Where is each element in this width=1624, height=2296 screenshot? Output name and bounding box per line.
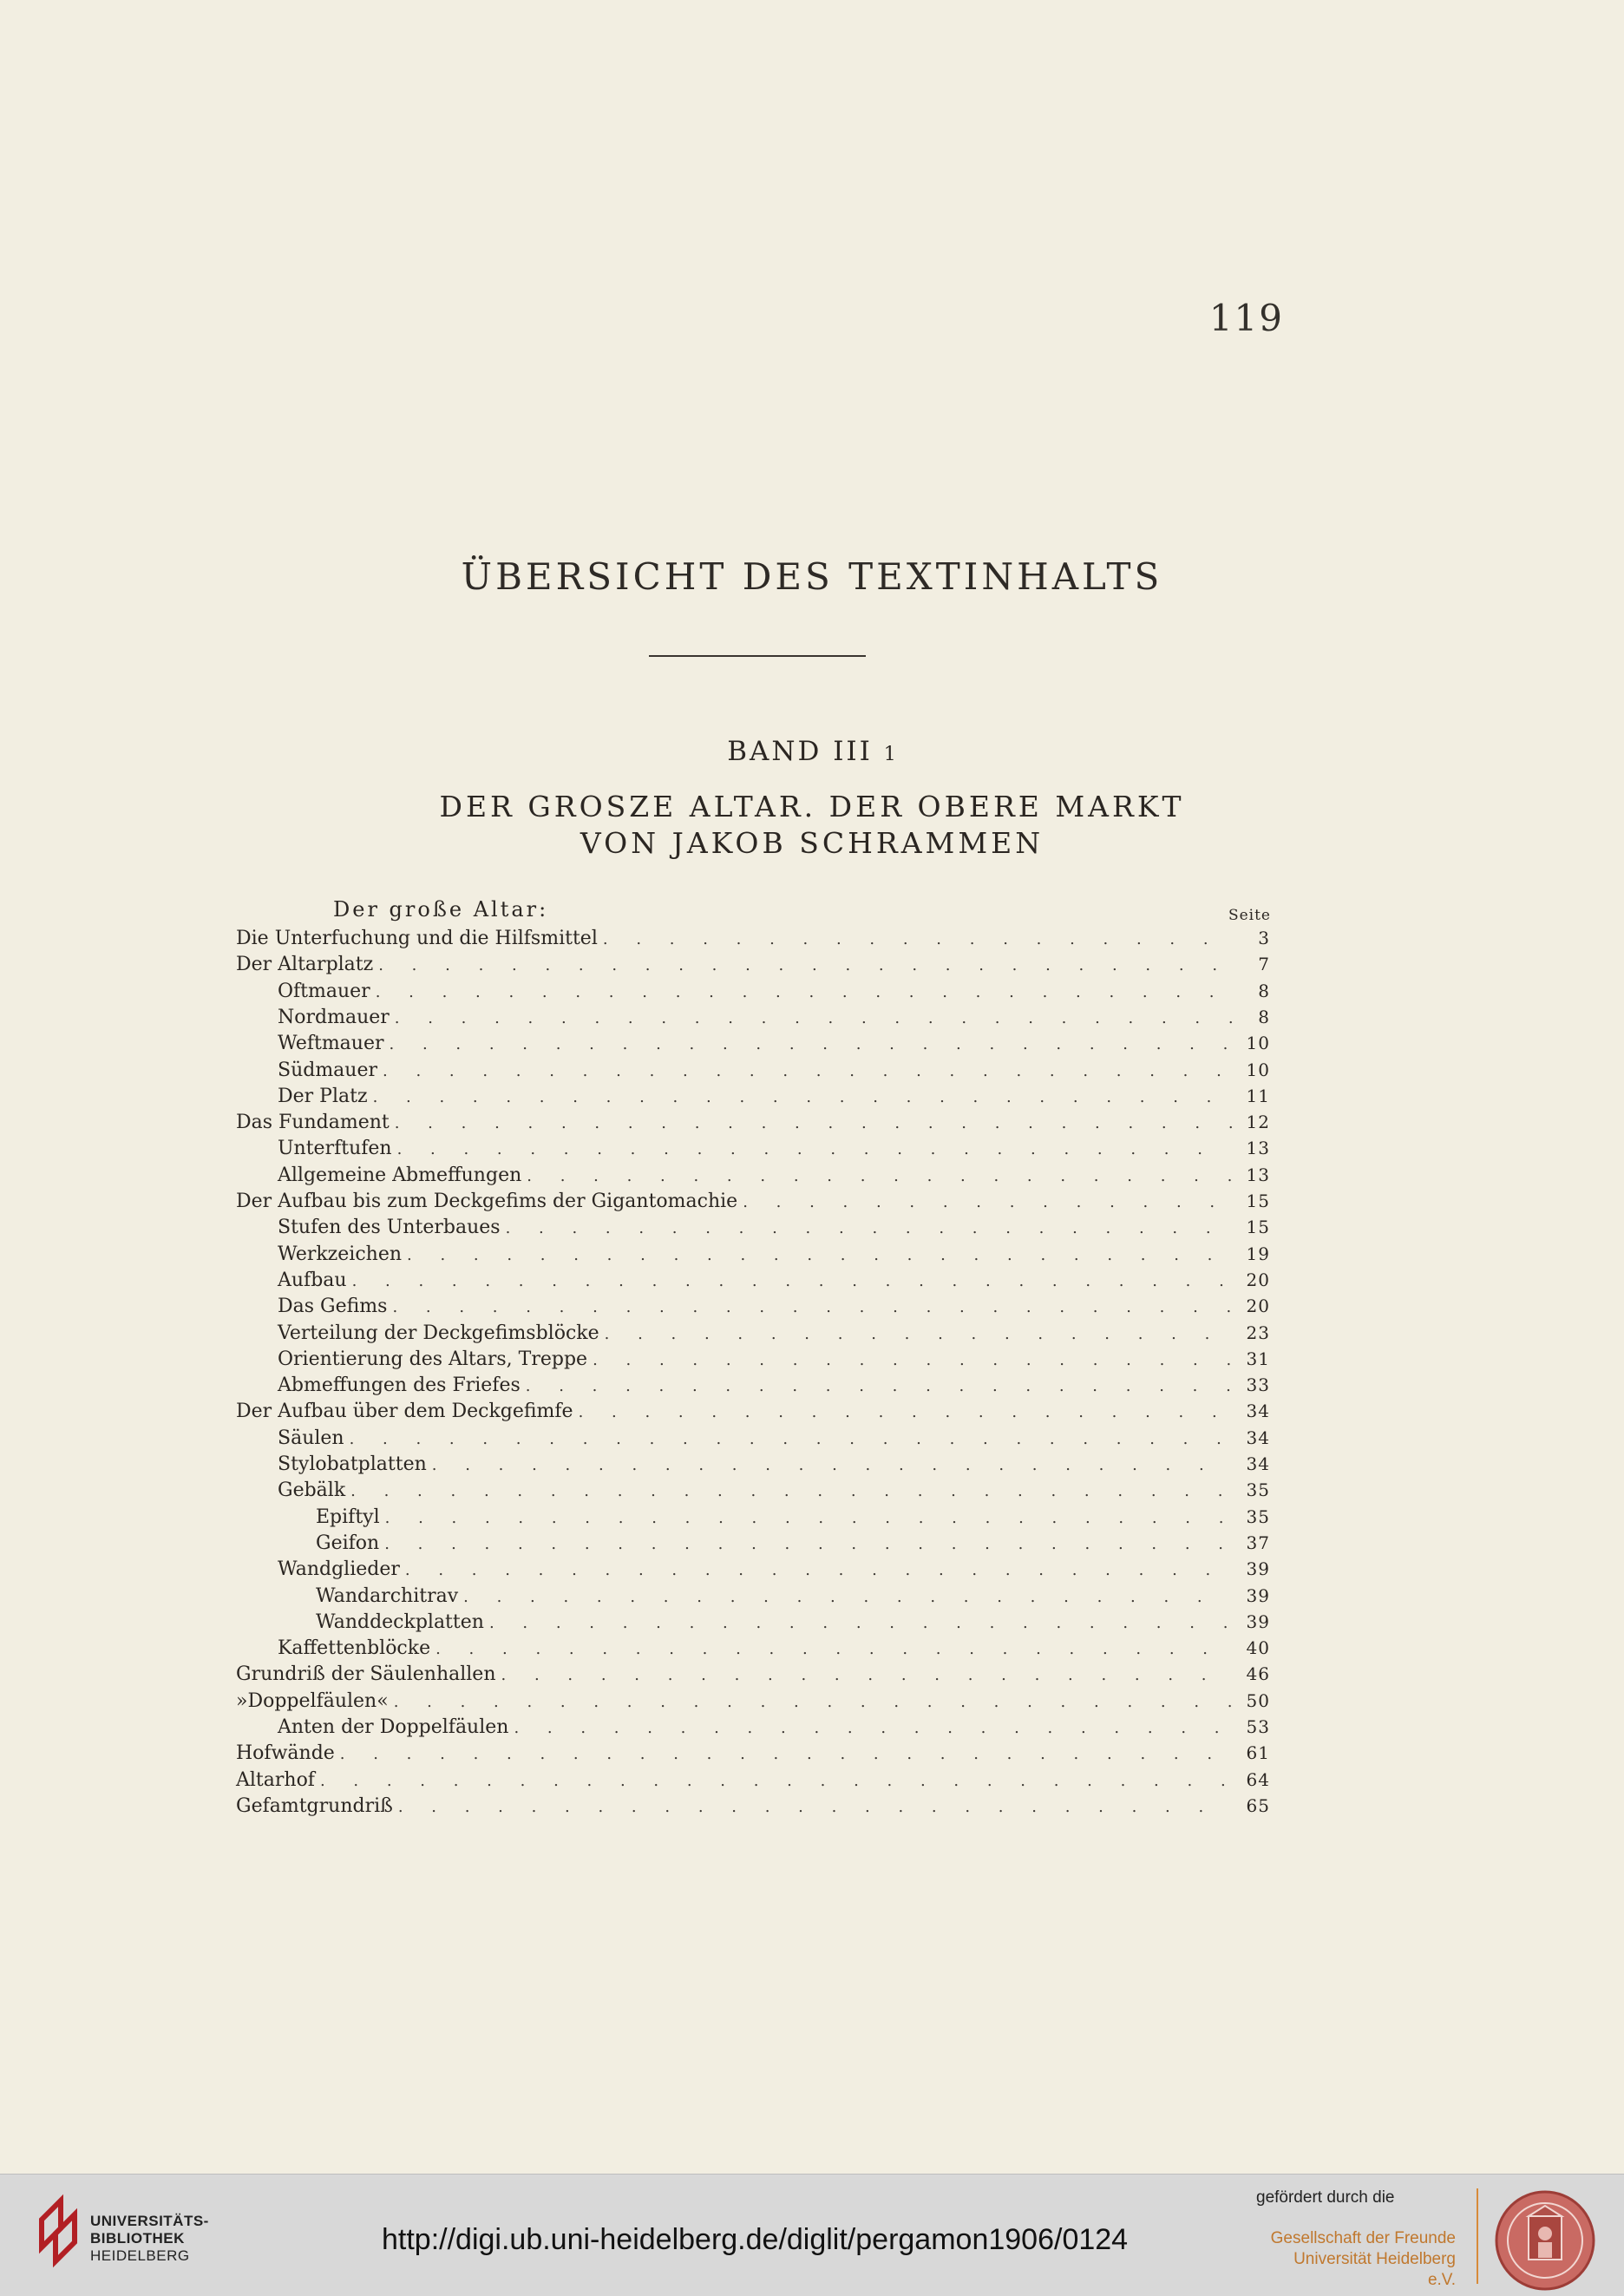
library-line-3: HEIDELBERG — [90, 2247, 190, 2264]
toc-entry-page: 34 — [1246, 1453, 1270, 1474]
toc-entry — [236, 951, 1270, 977]
title-rule — [649, 655, 866, 657]
toc-entry — [278, 1346, 1270, 1372]
toc-entry-title: Das Fundament — [236, 1112, 390, 1134]
toc-entry — [278, 1267, 1270, 1293]
toc-entry-title: Der Aufbau bis zum Deckgefims der Gigantomachie — [236, 1191, 738, 1212]
toc-entry-page: 53 — [1246, 1716, 1270, 1737]
toc-entry-title: Wanddeckplatten — [316, 1610, 484, 1633]
toc-entry — [278, 1241, 1270, 1267]
toc-entry — [278, 1451, 1270, 1477]
toc-leader-dots — [398, 1794, 1232, 1820]
toc-entry-title: Weftmauer — [278, 1033, 384, 1055]
toc-entry-title: Allgemeine Abmeffungen — [278, 1164, 522, 1186]
toc-entry — [236, 1767, 1270, 1793]
page-title: ÜBERSICHT DES TEXTINHALTS — [461, 555, 1163, 598]
toc-leader-dots — [392, 1295, 1232, 1321]
toc-entry — [316, 1609, 1270, 1635]
toc-entry-page: 7 — [1258, 954, 1270, 975]
toc-entry-title: Epiftyl — [316, 1506, 380, 1528]
toc-leader-dots — [350, 1479, 1232, 1505]
toc-leader-dots — [395, 1111, 1232, 1137]
toc-entry-page: 12 — [1246, 1112, 1270, 1133]
toc-entry-title: Geifon — [316, 1532, 380, 1554]
toc-entry-title: Aufbau — [278, 1269, 347, 1291]
toc-leader-dots — [432, 1453, 1232, 1479]
toc-entry — [278, 1083, 1270, 1109]
toc-entry-title: Kaffettenblöcke — [278, 1637, 431, 1660]
toc-entry-title: Südmauer — [278, 1059, 378, 1081]
toc-leader-dots — [376, 980, 1232, 1006]
toc-leader-dots — [506, 1216, 1232, 1242]
toc-leader-dots — [373, 1085, 1232, 1111]
band-heading — [0, 736, 1624, 767]
toc-entry-title: Werkzeichen — [278, 1243, 403, 1265]
toc-leader-dots — [489, 1610, 1232, 1637]
toc-entry-title: Stylobatplatten — [278, 1453, 427, 1475]
library-line-2: BIBLIOTHEK — [90, 2230, 185, 2247]
toc-entry-title: Anten der Doppelfäulen — [278, 1716, 509, 1738]
toc-entry-title: Wandglieder — [278, 1558, 400, 1581]
toc-entry-page: 13 — [1246, 1164, 1270, 1185]
toc-entry — [278, 1477, 1270, 1503]
toc-entry-page: 46 — [1246, 1663, 1270, 1685]
toc-entry-page: 8 — [1258, 980, 1270, 1001]
sponsor-name — [1267, 2228, 1456, 2291]
toc-entry — [278, 1057, 1270, 1083]
page-number: 119 — [1208, 297, 1284, 339]
toc-entry-page: 34 — [1246, 1427, 1270, 1448]
university-seal-icon — [1490, 2188, 1600, 2293]
footer-separator — [1477, 2188, 1478, 2284]
toc-entry — [278, 1320, 1270, 1346]
toc-leader-dots — [603, 927, 1232, 953]
library-line-1: UNIVERSITÄTS- — [90, 2213, 209, 2229]
toc-entry-title: Der Aufbau über dem Deckgefimfe — [236, 1401, 573, 1423]
toc-leader-dots — [395, 1006, 1232, 1032]
toc-leader-dots — [384, 1532, 1232, 1558]
toc-entry — [278, 1214, 1270, 1240]
toc-entry-page: 13 — [1246, 1138, 1270, 1159]
toc-leader-dots — [579, 1400, 1232, 1426]
subtitle-line-1: DER GROSZE ALTAR. DER OBERE MARKT — [439, 790, 1185, 823]
toc-entry-title: Wandarchitrav — [316, 1584, 459, 1607]
toc-entry-page: 23 — [1246, 1322, 1270, 1343]
band-part: 1 — [883, 744, 897, 765]
toc-entry — [278, 1162, 1270, 1188]
toc-leader-dots — [397, 1137, 1232, 1163]
toc-entry-page: 10 — [1246, 1059, 1270, 1080]
toc-leader-dots — [593, 1348, 1232, 1374]
toc-leader-dots — [385, 1506, 1232, 1532]
toc-entry-title: Hofwände — [236, 1742, 335, 1765]
toc-entry — [236, 1109, 1270, 1135]
toc-entry — [236, 1188, 1270, 1214]
footer-bar — [0, 2174, 1624, 2296]
permalink-url[interactable]: http://digi.ub.uni-heidelberg.de/diglit/pergamon1906/0124 — [382, 2223, 1129, 2256]
toc-entry-title: Säulen — [278, 1427, 344, 1449]
toc-entry — [236, 925, 1270, 951]
toc-entry-title: Grundriß der Säulenhallen — [236, 1663, 496, 1686]
toc-entry-title: Das Gefims — [278, 1296, 388, 1318]
toc-entry-page: 33 — [1246, 1374, 1270, 1396]
sponsor-line-1: Gesellschaft der Freunde — [1270, 2229, 1456, 2247]
toc-entry-page: 40 — [1246, 1637, 1270, 1659]
toc-entry-title: Gebälk — [278, 1479, 346, 1502]
toc-leader-dots — [390, 1032, 1232, 1058]
toc-entry — [236, 1740, 1270, 1766]
toc-entry-title: Orientierung des Altars, Treppe — [278, 1348, 588, 1370]
toc-leader-dots — [526, 1374, 1232, 1400]
toc-entry-page: 31 — [1246, 1348, 1270, 1369]
toc-leader-dots — [320, 1768, 1232, 1794]
toc-entry — [236, 1398, 1270, 1424]
toc-entry-page: 19 — [1246, 1243, 1270, 1264]
seite-label: Seite — [1228, 907, 1271, 924]
toc-entry-page: 15 — [1246, 1217, 1270, 1238]
toc-entry-page: 39 — [1246, 1558, 1270, 1580]
toc-leader-dots — [350, 1427, 1232, 1453]
toc-leader-dots — [383, 1059, 1232, 1085]
toc-leader-dots — [378, 953, 1232, 979]
toc-entry-page: 35 — [1246, 1506, 1270, 1527]
toc-entry — [316, 1530, 1270, 1556]
toc-entry-page: 61 — [1246, 1742, 1270, 1764]
toc-entry-title: Der Platz — [278, 1085, 368, 1107]
toc-entry-page: 11 — [1246, 1085, 1270, 1106]
toc-entry-title: Altarhof — [236, 1768, 315, 1791]
toc-leader-dots — [394, 1689, 1232, 1715]
toc-entry — [278, 1004, 1270, 1030]
toc-entry-page: 64 — [1246, 1768, 1270, 1790]
toc-entry-page: 39 — [1246, 1610, 1270, 1632]
toc-entry — [278, 1372, 1270, 1398]
toc-entry-page: 3 — [1258, 928, 1270, 948]
toc-entry-page: 20 — [1246, 1269, 1270, 1290]
toc-entry-title: Unterftufen — [278, 1138, 392, 1160]
toc-entry-title: Die Unterfuchung und die Hilfsmittel — [236, 928, 598, 949]
toc-entry — [278, 1714, 1270, 1740]
toc-entry-page: 37 — [1246, 1532, 1270, 1553]
toc-entry — [236, 1793, 1270, 1819]
toc-entry-page: 65 — [1246, 1794, 1270, 1816]
library-name — [90, 2213, 209, 2265]
toc-leader-dots — [352, 1269, 1232, 1295]
toc-leader-dots — [527, 1164, 1232, 1190]
subtitle-line-2: VON JAKOB SCHRAMMEN — [580, 826, 1044, 860]
toc-entry — [236, 1688, 1270, 1714]
toc-entry — [278, 978, 1270, 1004]
toc-leader-dots — [405, 1558, 1232, 1584]
toc-entry-title: Der Altarplatz — [236, 954, 374, 976]
toc-leader-dots — [743, 1190, 1232, 1216]
toc-leader-dots — [501, 1663, 1233, 1689]
toc-entry — [278, 1556, 1270, 1582]
toc-entry-title: Verteilung der Deckgefimsblöcke — [278, 1322, 599, 1344]
toc-entry-title: Gefamtgrundriß — [236, 1794, 393, 1817]
toc-entry-title: »Doppelfäulen« — [236, 1689, 389, 1712]
toc-entry-page: 39 — [1246, 1584, 1270, 1606]
section-heading: Der große Altar: — [333, 897, 549, 922]
toc-entry-title: Stufen des Unterbaues — [278, 1217, 501, 1239]
toc-leader-dots — [407, 1243, 1232, 1269]
toc-entry-title: Oftmauer — [278, 980, 370, 1002]
toc-entry-page: 20 — [1246, 1296, 1270, 1317]
toc-leader-dots — [463, 1584, 1232, 1610]
toc-leader-dots — [605, 1322, 1232, 1348]
toc-entry-page: 35 — [1246, 1479, 1270, 1501]
toc-entry-page: 15 — [1246, 1191, 1270, 1211]
toc-leader-dots — [514, 1715, 1232, 1742]
toc-entry-page: 8 — [1258, 1006, 1270, 1027]
sponsor-intro: gefördert durch die — [1256, 2188, 1395, 2207]
toc-leader-dots — [340, 1742, 1232, 1768]
toc-entry — [278, 1135, 1270, 1161]
sponsor-line-2: Universität Heidelberg e.V. — [1293, 2250, 1456, 2289]
toc-entry — [278, 1425, 1270, 1451]
toc-leader-dots — [435, 1637, 1232, 1663]
toc-entry — [236, 1661, 1270, 1687]
band-label: BAND III — [727, 736, 873, 767]
toc-entry-page: 50 — [1246, 1689, 1270, 1711]
toc-entry-page: 10 — [1246, 1033, 1270, 1054]
toc-entry — [316, 1583, 1270, 1609]
toc-entry-page: 34 — [1246, 1401, 1270, 1422]
toc-entry — [278, 1635, 1270, 1661]
toc-entry — [278, 1293, 1270, 1319]
toc-entry-title: Nordmauer — [278, 1006, 390, 1028]
toc-entry — [278, 1030, 1270, 1056]
toc-entry — [316, 1504, 1270, 1530]
toc-entry-title: Abmeffungen des Friefes — [278, 1374, 521, 1397]
